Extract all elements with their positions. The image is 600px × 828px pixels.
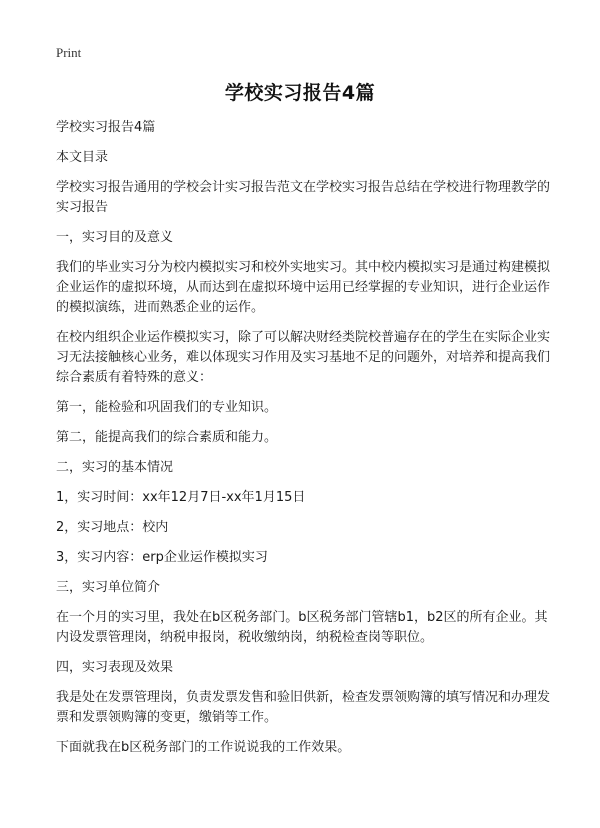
section-heading-purpose: 一，实习目的及意义 — [56, 230, 174, 245]
section-heading-unit: 三，实习单位简介 — [56, 580, 161, 595]
basics-location: 2，实习地点：校内 — [56, 520, 169, 535]
section-heading-performance: 四，实习表现及效果 — [56, 660, 174, 675]
print-link[interactable]: Print — [56, 45, 82, 60]
basics-content: 3，实习内容：erp企业运作模拟实习 — [56, 550, 268, 565]
paragraph-significance: 在校内组织企业运作模拟实习，除了可以解决财经类院校普遍存在的学生在实际企业实习无法接触核心业务，难以体现实习作用及实习基地不足的问题外，对培养和提高我们综合素质有着特殊的意义： — [56, 330, 551, 385]
paragraph-results-intro: 下面就我在b区税务部门的工作说说我的工作效果。 — [56, 740, 351, 755]
section-heading-basics: 二，实习的基本情况 — [56, 460, 174, 475]
paragraph-duties: 我是处在发票管理岗，负责发票发售和验旧供新，检查发票领购簿的填写情况和办理发票和发票领购簿的变更，缴销等工作。 — [56, 690, 551, 725]
paragraph-internship-types: 我们的毕业实习分为校内模拟实习和校外实地实习。其中校内模拟实习是通过构建模拟企业运作的虚拟环境，从而达到在虚拟环境中运用已经掌握的专业知识，进行企业运作的模拟演练，进而熟悉企业的运作。 — [56, 260, 551, 315]
point-second: 第二，能提高我们的综合素质和能力。 — [56, 430, 278, 445]
point-first: 第一，能检验和巩固我们的专业知识。 — [56, 400, 278, 415]
document-body — [56, 118, 550, 768]
paragraph-unit-intro: 在一个月的实习里，我处在b区税务部门。b区税务部门管辖b1，b2区的所有企业。其内设发票管理岗，纳税申报岗，税收缴纳岗，纳税检查岗等职位。 — [56, 610, 548, 645]
basics-time: 1，实习时间：xx年12月7日-xx年1月15日 — [56, 490, 306, 505]
toc-heading: 本文目录 — [56, 150, 109, 165]
doc-subtitle: 学校实习报告4篇 — [56, 120, 156, 135]
toc-entries: 学校实习报告通用的学校会计实习报告范文在学校实习报告总结在学校进行物理教学的实习报告 — [56, 180, 551, 215]
page-title: 学校实习报告4篇 — [224, 82, 376, 104]
